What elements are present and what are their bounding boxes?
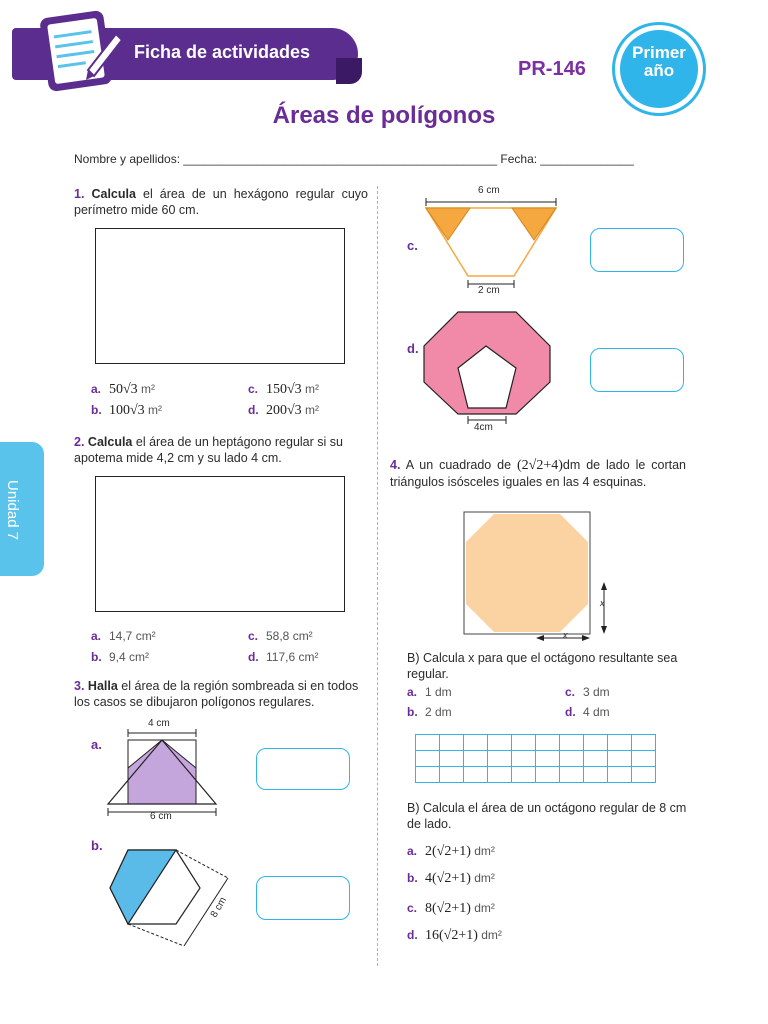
q2-option-d[interactable]: [248, 650, 318, 664]
question-2: [74, 434, 368, 466]
q1-option-c-letter: c.: [248, 382, 259, 396]
q1-option-a[interactable]: [91, 382, 155, 398]
scratch-grid[interactable]: [415, 734, 656, 783]
fig-c-top-label: 6 cm: [478, 185, 500, 196]
unit-tab-label: Unidad 7: [4, 480, 21, 541]
fig-b-answer-box[interactable]: [256, 876, 350, 920]
fig-c-answer-box[interactable]: [590, 228, 684, 272]
q4-b1-option-c-value: 3 dm: [583, 685, 610, 699]
q4-b2-option-a-unit: dm²: [474, 844, 495, 858]
figure-b: [106, 842, 246, 948]
fig-b-side-label: 8 cm: [208, 895, 230, 920]
q4-b2-option-c-letter: c.: [407, 901, 418, 915]
fig-a-letter: a.: [91, 737, 102, 752]
q4-b2-option-a[interactable]: [407, 844, 495, 860]
figure-d: [420, 308, 554, 426]
q1-option-b[interactable]: [91, 403, 162, 419]
q3-verb: Halla: [87, 679, 118, 693]
column-divider: [377, 186, 378, 966]
q4-b1-option-b-letter: b.: [407, 705, 418, 719]
question-3: [74, 678, 368, 710]
q1-option-b-letter: b.: [91, 403, 102, 417]
q2-option-d-value: 117,6 cm²: [266, 650, 319, 664]
q4-b2-option-c[interactable]: [407, 901, 495, 917]
q4-b1-option-d-value: 4 dm: [583, 705, 610, 719]
figure-q4-octagon: [462, 510, 612, 646]
q4-b1-option-d[interactable]: [565, 705, 610, 719]
banner-title: Ficha de actividades: [134, 42, 311, 62]
q4-b1-option-b-value: 2 dm: [425, 705, 452, 719]
badge-line2: año: [643, 61, 675, 80]
q2-number: 2.: [74, 435, 85, 449]
q1-verb: Calcula: [91, 187, 136, 201]
q4-x-label-vertical: x: [600, 598, 605, 608]
q4-text-post: dm de lado le cortan triángulos isósceles iguales en las 4 esquinas.: [390, 458, 686, 489]
fig-a-top-label: 4 cm: [148, 718, 170, 729]
q2-option-b-letter: b.: [91, 650, 102, 664]
fig-a-bottom-label: 6 cm: [150, 811, 172, 822]
q4-b2-option-d-unit: dm²: [481, 928, 502, 942]
q4-b1-option-b[interactable]: [407, 705, 452, 719]
fig-d-bottom-label: 4cm: [474, 422, 493, 433]
q1-option-c-value: 150√3: [266, 382, 302, 397]
q4-b1-option-a-letter: a.: [407, 685, 418, 699]
worksheet-code: PR-146: [518, 58, 586, 80]
q1-option-d[interactable]: [248, 403, 319, 419]
figure-c: [420, 194, 564, 290]
q3-number: 3.: [74, 679, 85, 693]
grade-badge: [620, 30, 698, 108]
q4-expression: (2√2+4): [517, 458, 563, 473]
q3-text: el área de la región sombreada si en todos los casos se dibujaron polígonos regulares.: [74, 679, 359, 709]
q1-option-a-value: 50√3: [109, 382, 138, 397]
q2-option-b-value: 9,4 cm²: [109, 650, 150, 664]
q4-x-label-horizontal: x: [563, 630, 568, 640]
q4-number: 4.: [390, 458, 401, 472]
q4-b2-option-d[interactable]: [407, 928, 502, 944]
q2-option-b[interactable]: [91, 650, 149, 664]
page-title: Áreas de polígonos: [272, 102, 496, 129]
q4-b2-option-a-value: 2(√2+1): [425, 844, 471, 859]
fig-b-letter: b.: [91, 838, 103, 853]
q2-option-a-letter: a.: [91, 629, 102, 643]
fig-c-letter: c.: [407, 238, 418, 253]
q1-answer-box[interactable]: [95, 228, 345, 364]
banner-fold: [336, 58, 362, 84]
q1-text: el área de un hexágono regular cuyo perímetro mide 60 cm.: [74, 187, 368, 217]
q4-b2-option-b-letter: b.: [407, 871, 418, 885]
q2-option-c[interactable]: [248, 629, 313, 643]
q4-b1-option-c[interactable]: [565, 685, 610, 699]
q2-text: el área de un heptágono regular si su apotema mide 4,2 cm y su lado 4 cm.: [74, 435, 343, 465]
q4-b2-option-c-unit: dm²: [474, 901, 495, 915]
q2-option-a[interactable]: [91, 629, 156, 643]
q4-b2-option-d-value: 16(√2+1): [425, 928, 478, 943]
q1-option-a-letter: a.: [91, 382, 102, 396]
q1-number: 1.: [74, 187, 85, 201]
q1-option-d-unit: m²: [305, 403, 320, 417]
q1-option-d-letter: d.: [248, 403, 259, 417]
fig-c-bottom-label: 2 cm: [478, 285, 500, 296]
name-date-line: Nombre y apellidos: _______________________________________________ Fecha: ______________: [74, 152, 634, 166]
question-4: [390, 457, 686, 490]
q1-option-b-value: 100√3: [109, 403, 145, 418]
q4-part-b2: B) Calcula el área de un octágono regular de 8 cm de lado.: [407, 801, 687, 831]
fig-a-answer-box[interactable]: [256, 748, 350, 790]
q1-option-d-value: 200√3: [266, 403, 302, 418]
q4-part-b1: B) Calcula x para que el octágono resultante sea regular.: [407, 651, 678, 681]
q4-b1-option-a-value: 1 dm: [425, 685, 452, 699]
fig-d-answer-box[interactable]: [590, 348, 684, 392]
q4-b2-option-c-value: 8(√2+1): [425, 901, 471, 916]
q2-option-d-letter: d.: [248, 650, 259, 664]
q4-b1-option-d-letter: d.: [565, 705, 576, 719]
q2-option-a-value: 14,7 cm²: [109, 629, 156, 643]
q2-option-c-letter: c.: [248, 629, 259, 643]
fig-d-letter: d.: [407, 341, 419, 356]
q2-answer-box[interactable]: [95, 476, 345, 612]
q4-text-pre: A un cuadrado de: [405, 458, 517, 472]
q1-option-b-unit: m²: [148, 403, 163, 417]
q1-option-c-unit: m²: [305, 382, 320, 396]
q4-b2-option-d-letter: d.: [407, 928, 418, 942]
badge-line1: Primer: [632, 43, 686, 62]
question-1: [74, 186, 368, 218]
q4-b2-option-b-unit: dm²: [474, 871, 495, 885]
q4-b2-option-b-value: 4(√2+1): [425, 871, 471, 886]
q2-verb: Calcula: [87, 435, 133, 449]
q1-option-a-unit: m²: [141, 382, 156, 396]
q1-option-c[interactable]: [248, 382, 319, 398]
q4-b2-option-b[interactable]: [407, 871, 495, 887]
q4-b1-option-a[interactable]: [407, 685, 452, 699]
q4-b2-option-a-letter: a.: [407, 844, 418, 858]
q2-option-c-value: 58,8 cm²: [266, 629, 313, 643]
notebook-pencil-icon: [36, 6, 128, 98]
q4-b1-option-c-letter: c.: [565, 685, 576, 699]
